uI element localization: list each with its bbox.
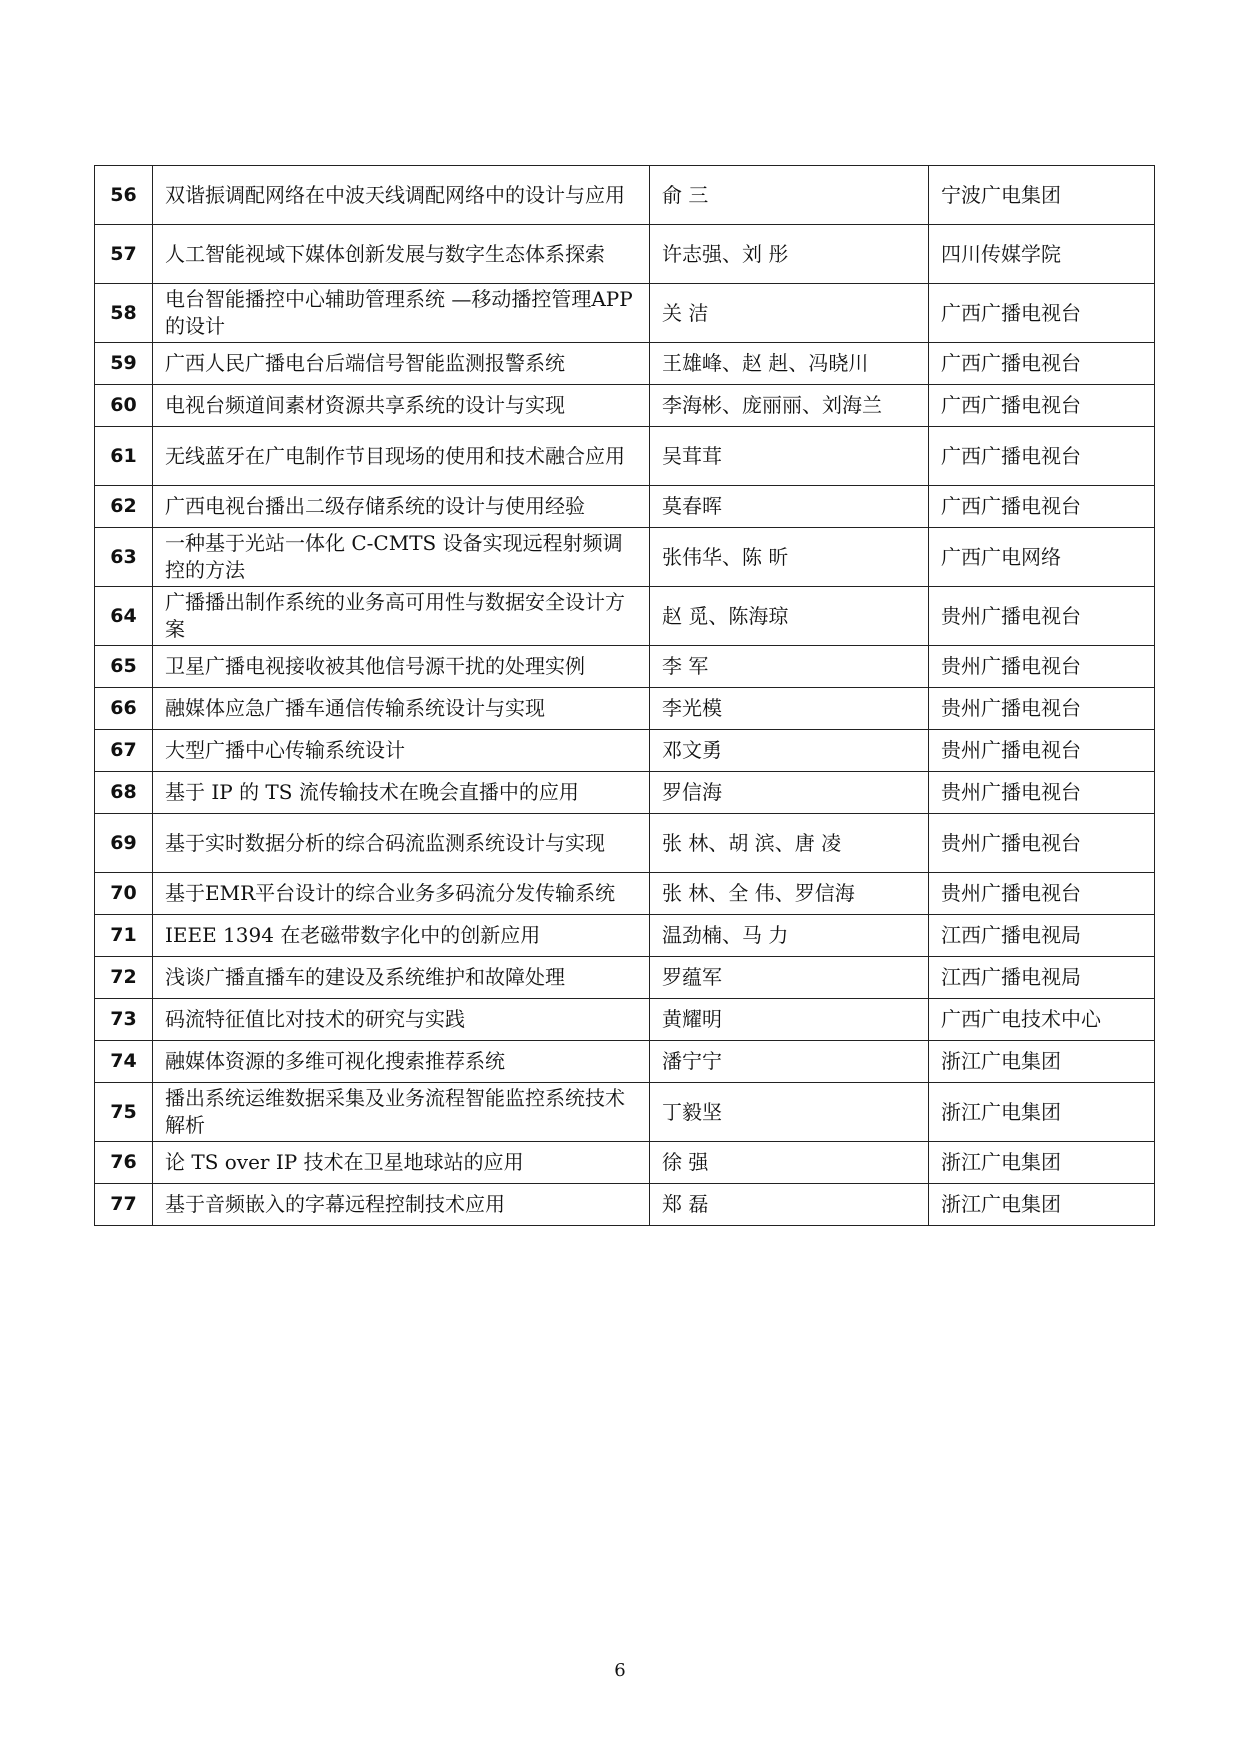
table-row (95, 284, 1155, 343)
paper-authors: 李海彬、庞丽丽、刘海兰 (650, 385, 929, 427)
row-number: 69 (95, 814, 153, 873)
paper-title: 双谐振调配网络在中波天线调配网络中的设计与应用 (153, 166, 650, 225)
table-row (95, 999, 1155, 1041)
paper-organization: 广西广播电视台 (929, 343, 1155, 385)
row-number: 67 (95, 730, 153, 772)
paper-title: 广西电视台播出二级存储系统的设计与使用经验 (153, 486, 650, 528)
paper-title: 融媒体资源的多维可视化搜索推荐系统 (153, 1041, 650, 1083)
paper-title: 播出系统运维数据采集及业务流程智能监控系统技术解析 (153, 1083, 650, 1142)
table-row (95, 343, 1155, 385)
paper-organization: 广西广播电视台 (929, 427, 1155, 486)
paper-title: 基于 IP 的 TS 流传输技术在晚会直播中的应用 (153, 772, 650, 814)
paper-authors: 张伟华、陈 昕 (650, 528, 929, 587)
paper-authors: 罗蕴军 (650, 957, 929, 999)
papers-table-body (95, 166, 1155, 1226)
row-number: 56 (95, 166, 153, 225)
paper-organization: 浙江广电集团 (929, 1041, 1155, 1083)
row-number: 71 (95, 915, 153, 957)
paper-authors: 丁毅坚 (650, 1083, 929, 1142)
paper-authors: 王雄峰、赵 赳、冯晓川 (650, 343, 929, 385)
paper-authors: 郑 磊 (650, 1184, 929, 1226)
table-row (95, 528, 1155, 587)
paper-title: 大型广播中心传输系统设计 (153, 730, 650, 772)
row-number: 70 (95, 873, 153, 915)
paper-authors: 许志强、刘 彤 (650, 225, 929, 284)
paper-title: 码流特征值比对技术的研究与实践 (153, 999, 650, 1041)
paper-title: 一种基于光站一体化 C-CMTS 设备实现远程射频调控的方法 (153, 528, 650, 587)
row-number: 58 (95, 284, 153, 343)
paper-organization: 贵州广播电视台 (929, 873, 1155, 915)
paper-authors: 罗信海 (650, 772, 929, 814)
paper-title: 基于音频嵌入的字幕远程控制技术应用 (153, 1184, 650, 1226)
table-row (95, 1142, 1155, 1184)
paper-organization: 四川传媒学院 (929, 225, 1155, 284)
paper-authors: 温劲楠、马 力 (650, 915, 929, 957)
table-row (95, 385, 1155, 427)
paper-organization: 广西广播电视台 (929, 486, 1155, 528)
paper-title: 卫星广播电视接收被其他信号源干扰的处理实例 (153, 646, 650, 688)
row-number: 74 (95, 1041, 153, 1083)
row-number: 62 (95, 486, 153, 528)
paper-organization: 广西广播电视台 (929, 385, 1155, 427)
table-row (95, 814, 1155, 873)
table-row (95, 486, 1155, 528)
paper-title: 无线蓝牙在广电制作节目现场的使用和技术融合应用 (153, 427, 650, 486)
table-row (95, 873, 1155, 915)
table-row (95, 1041, 1155, 1083)
row-number: 72 (95, 957, 153, 999)
table-row (95, 225, 1155, 284)
row-number: 76 (95, 1142, 153, 1184)
table-row (95, 730, 1155, 772)
table-row (95, 646, 1155, 688)
row-number: 75 (95, 1083, 153, 1142)
paper-authors: 李光模 (650, 688, 929, 730)
table-row (95, 915, 1155, 957)
paper-authors: 俞 三 (650, 166, 929, 225)
paper-title: 浅谈广播直播车的建设及系统维护和故障处理 (153, 957, 650, 999)
paper-authors: 赵 觅、陈海琼 (650, 587, 929, 646)
row-number: 63 (95, 528, 153, 587)
paper-title: 广播播出制作系统的业务高可用性与数据安全设计方案 (153, 587, 650, 646)
table-row (95, 772, 1155, 814)
paper-organization: 江西广播电视局 (929, 957, 1155, 999)
paper-authors: 张 林、胡 滨、唐 凌 (650, 814, 929, 873)
paper-organization: 广西广电技术中心 (929, 999, 1155, 1041)
paper-authors: 黄耀明 (650, 999, 929, 1041)
paper-organization: 贵州广播电视台 (929, 646, 1155, 688)
paper-authors: 李 军 (650, 646, 929, 688)
paper-title: 基于EMR平台设计的综合业务多码流分发传输系统 (153, 873, 650, 915)
paper-authors: 潘宁宁 (650, 1041, 929, 1083)
paper-title: 人工智能视域下媒体创新发展与数字生态体系探索 (153, 225, 650, 284)
row-number: 66 (95, 688, 153, 730)
paper-organization: 贵州广播电视台 (929, 772, 1155, 814)
paper-organization: 贵州广播电视台 (929, 730, 1155, 772)
paper-title: 电台智能播控中心辅助管理系统 —移动播控管理APP的设计 (153, 284, 650, 343)
paper-organization: 浙江广电集团 (929, 1184, 1155, 1226)
table-row (95, 166, 1155, 225)
row-number: 59 (95, 343, 153, 385)
paper-title: 基于实时数据分析的综合码流监测系统设计与实现 (153, 814, 650, 873)
row-number: 77 (95, 1184, 153, 1226)
table-row (95, 1083, 1155, 1142)
table-row (95, 957, 1155, 999)
paper-authors: 张 林、全 伟、罗信海 (650, 873, 929, 915)
paper-organization: 浙江广电集团 (929, 1083, 1155, 1142)
row-number: 61 (95, 427, 153, 486)
paper-authors: 徐 强 (650, 1142, 929, 1184)
paper-authors: 吴茸茸 (650, 427, 929, 486)
paper-title: 融媒体应急广播车通信传输系统设计与实现 (153, 688, 650, 730)
paper-organization: 贵州广播电视台 (929, 688, 1155, 730)
table-row (95, 587, 1155, 646)
paper-authors: 关 洁 (650, 284, 929, 343)
paper-title: 广西人民广播电台后端信号智能监测报警系统 (153, 343, 650, 385)
paper-title: 电视台频道间素材资源共享系统的设计与实现 (153, 385, 650, 427)
paper-organization: 江西广播电视局 (929, 915, 1155, 957)
table-row (95, 1184, 1155, 1226)
paper-title: 论 TS over IP 技术在卫星地球站的应用 (153, 1142, 650, 1184)
row-number: 65 (95, 646, 153, 688)
page-number: 6 (614, 1660, 626, 1681)
row-number: 64 (95, 587, 153, 646)
paper-authors: 邓文勇 (650, 730, 929, 772)
paper-title: IEEE 1394 在老磁带数字化中的创新应用 (153, 915, 650, 957)
row-number: 73 (95, 999, 153, 1041)
paper-authors: 莫春晖 (650, 486, 929, 528)
papers-table (94, 165, 1155, 1226)
paper-organization: 广西广电网络 (929, 528, 1155, 587)
paper-organization: 贵州广播电视台 (929, 587, 1155, 646)
paper-organization: 贵州广播电视台 (929, 814, 1155, 873)
row-number: 68 (95, 772, 153, 814)
row-number: 60 (95, 385, 153, 427)
paper-organization: 浙江广电集团 (929, 1142, 1155, 1184)
paper-organization: 宁波广电集团 (929, 166, 1155, 225)
row-number: 57 (95, 225, 153, 284)
table-row (95, 688, 1155, 730)
table-row (95, 427, 1155, 486)
paper-organization: 广西广播电视台 (929, 284, 1155, 343)
